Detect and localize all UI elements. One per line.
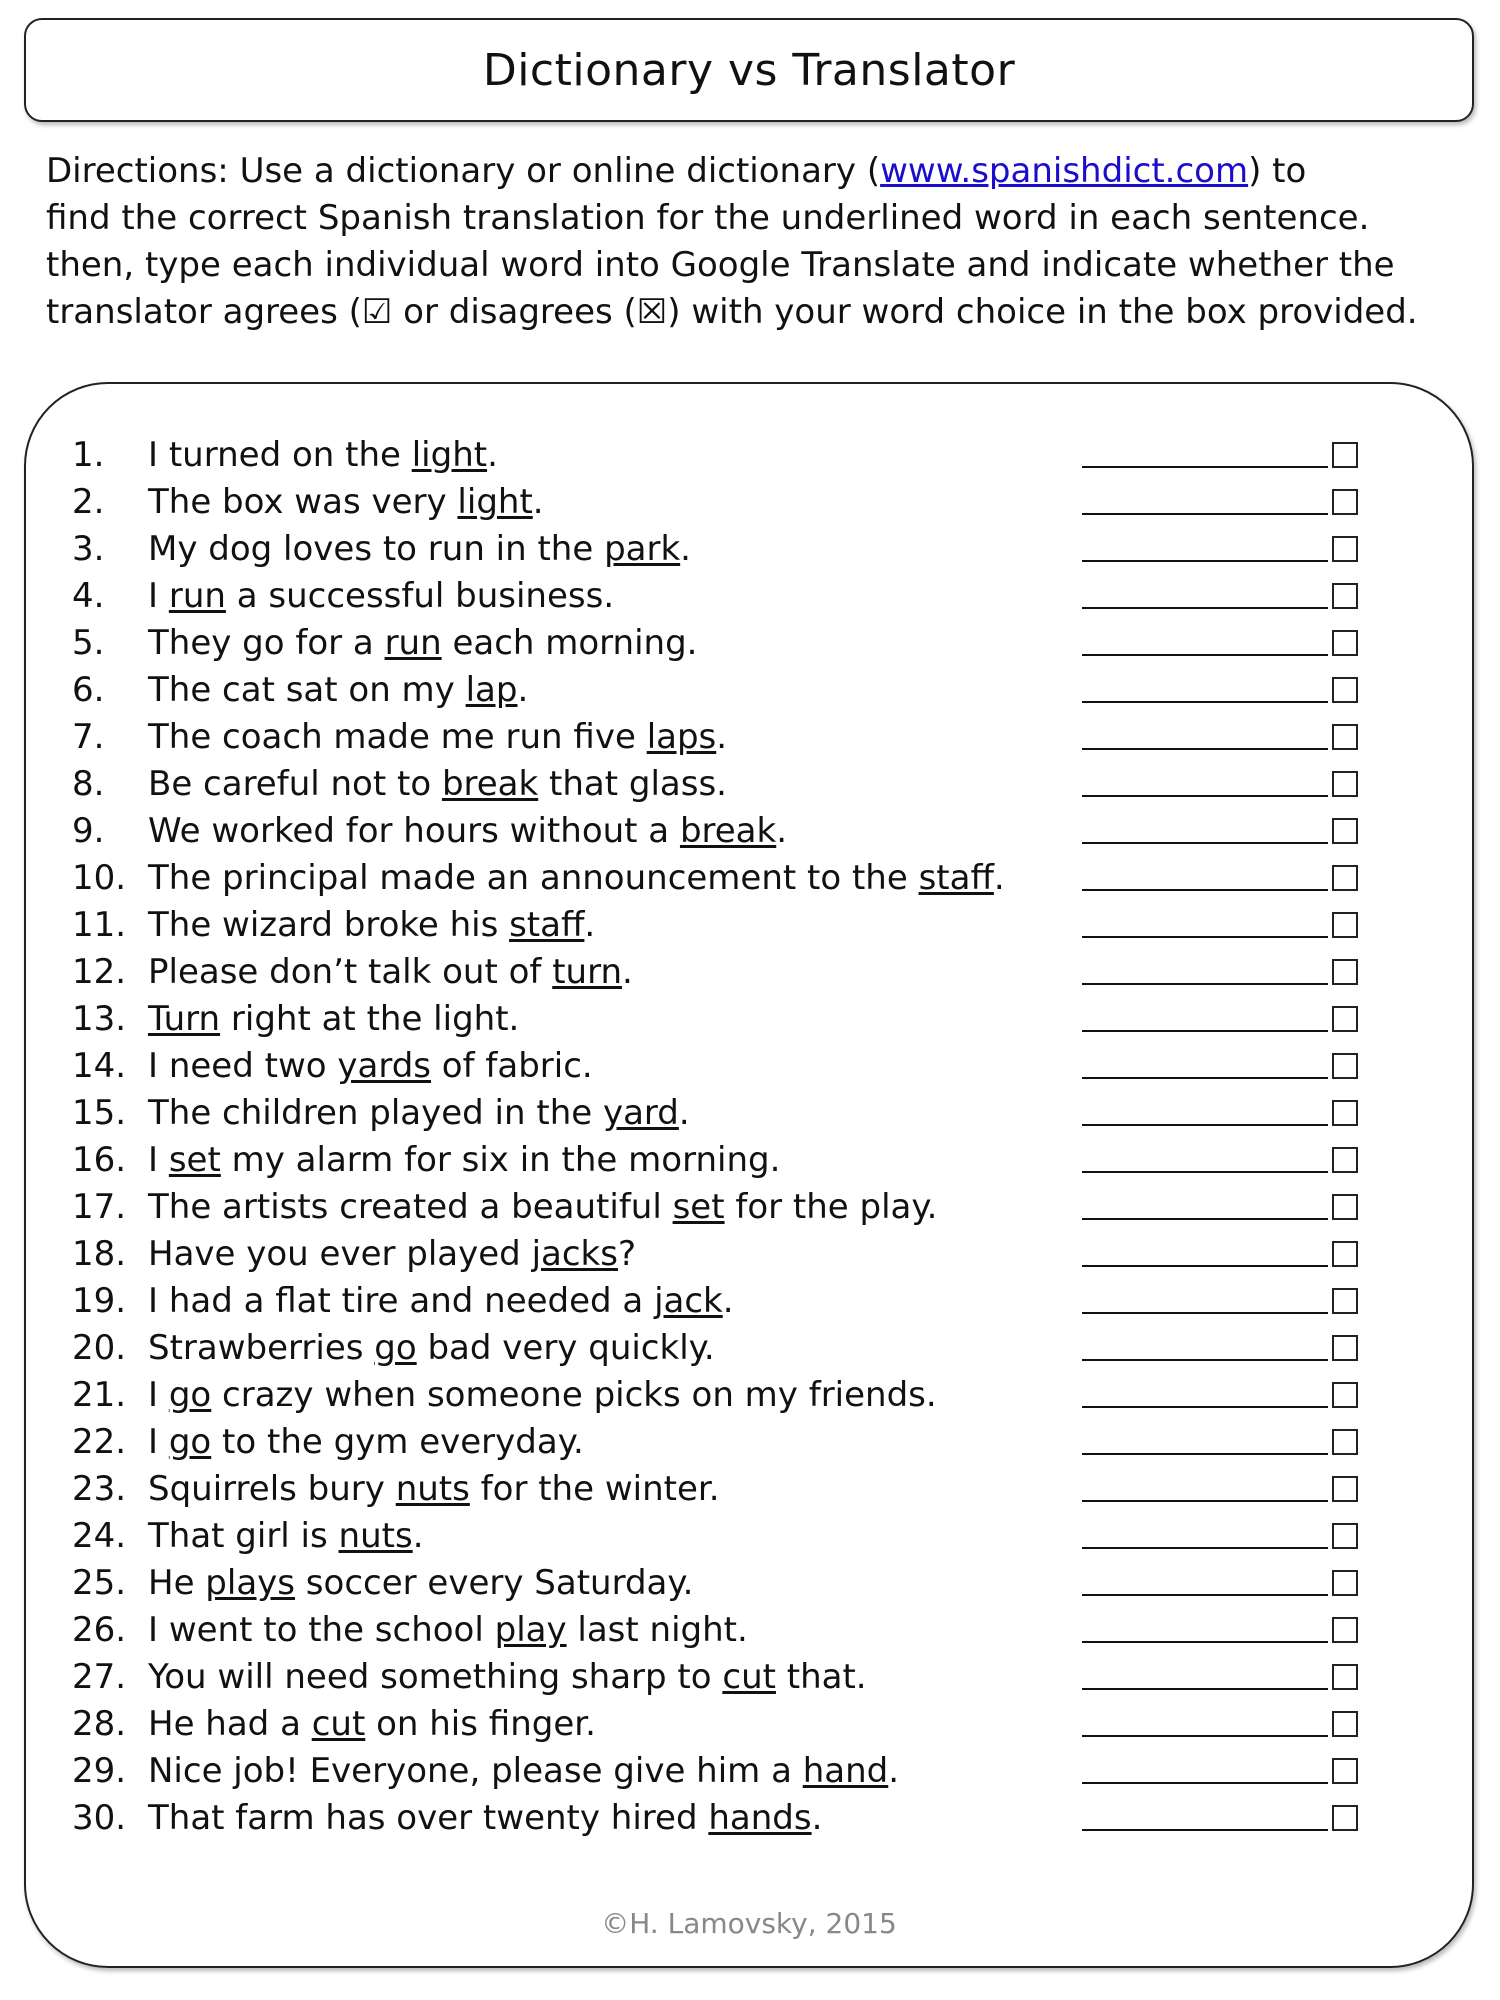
item-number: 1. (72, 435, 105, 475)
item-number: 30. (72, 1798, 127, 1838)
sentence-text: . (722, 1281, 734, 1321)
agree-checkbox[interactable] (1332, 1758, 1358, 1784)
underlined-word: lap (465, 670, 518, 710)
sentence (148, 1701, 596, 1748)
sentence-text: The coach made me run five (148, 717, 647, 757)
list-item (72, 479, 1402, 526)
list-item (72, 902, 1402, 949)
list-item (72, 761, 1402, 808)
answer-blank[interactable] (1082, 1547, 1328, 1549)
list-item (72, 1466, 1402, 1513)
agree-checkbox[interactable] (1332, 583, 1358, 609)
sentence-text: on his finger. (365, 1704, 596, 1744)
list-item (72, 808, 1402, 855)
list-item (72, 1325, 1402, 1372)
underlined-word: run (168, 576, 226, 616)
answer-blank[interactable] (1082, 1359, 1328, 1361)
item-number: 27. (72, 1657, 127, 1697)
agree-checkbox[interactable] (1332, 1570, 1358, 1596)
directions-line-2: find the correct Spanish translation for the underlined word in each sentence. (46, 198, 1370, 238)
underlined-word: play (494, 1610, 567, 1650)
sentence-text: I turned on the (148, 435, 412, 475)
sentence (148, 761, 727, 808)
sentence-text: I (148, 1422, 169, 1462)
sentence-text: to the gym everyday. (211, 1422, 584, 1462)
spanishdict-link[interactable]: www.spanishdict.com (880, 151, 1249, 191)
agree-checkbox[interactable] (1332, 1053, 1358, 1079)
item-number: 4. (72, 576, 105, 616)
item-number: 21. (72, 1375, 127, 1415)
answer-blank[interactable] (1082, 1218, 1328, 1220)
sentence-text: They go for a (148, 623, 385, 663)
sentence-text: of fabric. (431, 1046, 593, 1086)
sentence-text: . (517, 670, 529, 710)
item-number: 12. (72, 952, 127, 992)
sentence-text: . (776, 811, 788, 851)
answer-blank[interactable] (1082, 1500, 1328, 1502)
item-number: 10. (72, 858, 127, 898)
sentence (148, 1513, 424, 1560)
answer-blank[interactable] (1082, 748, 1328, 750)
list-item (72, 1607, 1402, 1654)
item-number: 20. (72, 1328, 127, 1368)
answer-blank[interactable] (1082, 1594, 1328, 1596)
agree-checkbox[interactable] (1332, 1194, 1358, 1220)
answer-blank[interactable] (1082, 1312, 1328, 1314)
agree-checkbox[interactable] (1332, 489, 1358, 515)
sentence (148, 1325, 715, 1372)
underlined-word: jacks (531, 1234, 618, 1274)
sentence-text: That girl is (148, 1516, 339, 1556)
agree-checkbox[interactable] (1332, 818, 1358, 844)
answer-blank[interactable] (1082, 1829, 1328, 1831)
sentence (148, 1137, 780, 1184)
underlined-word: go (168, 1375, 212, 1415)
list-item (72, 1513, 1402, 1560)
sentence-text: I (148, 576, 169, 616)
sentence-text: I need two (148, 1046, 338, 1086)
list-item (72, 1043, 1402, 1090)
sentence-text: right at the light. (220, 999, 520, 1039)
sentence-text: last night. (566, 1610, 748, 1650)
item-number: 9. (72, 811, 105, 851)
sentence-list-box (24, 382, 1474, 1968)
underlined-word: cut (722, 1657, 776, 1697)
sentence-text: Nice job! Everyone, please give him a (148, 1751, 803, 1791)
agree-checkbox[interactable] (1332, 630, 1358, 656)
item-number: 6. (72, 670, 105, 710)
agree-checkbox[interactable] (1332, 1335, 1358, 1361)
sentence-text: each morning. (441, 623, 698, 663)
sentence-text: Squirrels bury (148, 1469, 396, 1509)
sentence-text: The principal made an announcement to the (148, 858, 919, 898)
answer-blank[interactable] (1082, 701, 1328, 703)
sentence-text: . (678, 1093, 690, 1133)
directions-text: ) to (1248, 151, 1307, 191)
sentence (148, 1372, 937, 1419)
page-title: Dictionary vs Translator (482, 44, 1016, 96)
underlined-word: staff (918, 858, 994, 898)
sentence (148, 1466, 720, 1513)
sentence-text: . (680, 529, 691, 569)
sentence-text: The wizard broke his (148, 905, 510, 945)
sentence-text: ? (617, 1234, 636, 1274)
underlined-word: laps (646, 717, 717, 757)
sentence (148, 808, 787, 855)
list-item (72, 526, 1402, 573)
underlined-word: light (411, 435, 488, 475)
sentence (148, 620, 698, 667)
sentence (148, 1419, 584, 1466)
list-item (72, 1231, 1402, 1278)
answer-blank[interactable] (1082, 466, 1328, 468)
list-item (72, 1795, 1402, 1842)
agree-checkbox[interactable] (1332, 1523, 1358, 1549)
sentence-text: . (888, 1751, 900, 1791)
agree-checkbox[interactable] (1332, 1429, 1358, 1455)
list-item (72, 1278, 1402, 1325)
sentence-text: . (412, 1516, 424, 1556)
sentence (148, 1184, 937, 1231)
agree-checkbox[interactable] (1332, 1617, 1358, 1643)
sentence (148, 479, 544, 526)
underlined-word: go (168, 1422, 212, 1462)
directions (46, 148, 1486, 336)
underlined-word: go (374, 1328, 417, 1368)
sentence-text: bad very quickly. (416, 1328, 715, 1368)
copyright-footer: ©H. Lamovsky, 2015 (601, 1907, 897, 1940)
sentence-text: My dog loves to run in the (148, 529, 605, 569)
sentence-text: . (584, 905, 596, 945)
answer-blank[interactable] (1082, 1688, 1328, 1690)
item-number: 11. (72, 905, 127, 945)
underlined-word: light (457, 482, 533, 522)
sentence (148, 667, 528, 714)
sentence-text: Please don’t talk out of (148, 952, 553, 992)
sentence-text: that glass. (538, 764, 727, 804)
underlined-word: Turn (148, 999, 221, 1039)
sentence-text: We worked for hours without a (148, 811, 680, 851)
item-number: 14. (72, 1046, 127, 1086)
sentence-text: The artists created a beautiful (148, 1187, 673, 1227)
sentence-text: . (487, 435, 498, 475)
agree-checkbox[interactable] (1332, 677, 1358, 703)
sentence-text: . (811, 1798, 823, 1838)
answer-blank[interactable] (1082, 1265, 1328, 1267)
underlined-word: turn (552, 952, 623, 992)
answer-blank[interactable] (1082, 889, 1328, 891)
sentence-text: The box was very (148, 482, 458, 522)
answer-blank[interactable] (1082, 1030, 1328, 1032)
underlined-word: cut (311, 1704, 366, 1744)
sentence (148, 1607, 748, 1654)
sentence (148, 1748, 899, 1795)
sentence-text: . (622, 952, 633, 992)
item-number: 24. (72, 1516, 127, 1556)
underlined-word: hand (802, 1751, 889, 1791)
sentence (148, 1231, 636, 1278)
underlined-word: plays (205, 1563, 295, 1603)
answer-blank[interactable] (1082, 1782, 1328, 1784)
agree-checkbox[interactable] (1332, 536, 1358, 562)
agree-checkbox[interactable] (1332, 1382, 1358, 1408)
sentence (148, 526, 691, 573)
sentence-text: I went to the school (148, 1610, 495, 1650)
underlined-word: yards (337, 1046, 431, 1086)
sentence-text: The cat sat on my (148, 670, 466, 710)
title-box (24, 18, 1474, 122)
sentence (148, 1090, 690, 1137)
agree-checkbox[interactable] (1332, 1100, 1358, 1126)
answer-blank[interactable] (1082, 654, 1328, 656)
item-number: 8. (72, 764, 105, 804)
underlined-word: break (441, 764, 539, 804)
list-item (72, 855, 1402, 902)
answer-blank[interactable] (1082, 607, 1328, 609)
agree-checkbox[interactable] (1332, 771, 1358, 797)
list-item (72, 1372, 1402, 1419)
sentence-text: soccer every Saturday. (295, 1563, 694, 1603)
sentence-text: He had a (148, 1704, 312, 1744)
list-item (72, 714, 1402, 761)
sentence-text: . (993, 858, 1005, 898)
underlined-word: jack (654, 1281, 723, 1321)
disagree-checkbox-icon: ☒ (636, 292, 668, 332)
answer-blank[interactable] (1082, 513, 1328, 515)
underlined-word: yard (602, 1093, 679, 1133)
directions-line-1 (46, 148, 1486, 195)
item-number: 5. (72, 623, 105, 663)
underlined-word: set (672, 1187, 725, 1227)
agree-checkbox[interactable] (1332, 724, 1358, 750)
sentence-text: He (148, 1563, 206, 1603)
sentence-text: I (148, 1140, 169, 1180)
directions-text: translator agrees ( (46, 292, 362, 332)
list-item (72, 1419, 1402, 1466)
list-item (72, 1748, 1402, 1795)
item-number: 26. (72, 1610, 127, 1650)
item-number: 15. (72, 1093, 127, 1133)
directions-line-3: then, type each individual word into Google Translate and indicate whether the (46, 245, 1395, 285)
agree-checkbox-icon: ☑ (361, 292, 393, 332)
sentence (148, 1043, 593, 1090)
list-item (72, 1184, 1402, 1231)
item-number: 16. (72, 1140, 127, 1180)
sentence-text: for the play. (724, 1187, 938, 1227)
list-item (72, 949, 1402, 996)
sentence-text: I (148, 1375, 169, 1415)
item-number: 2. (72, 482, 105, 522)
list-item (72, 432, 1402, 479)
underlined-word: nuts (395, 1469, 470, 1509)
sentence-text: I had a flat tire and needed a (148, 1281, 655, 1321)
sentence-text: crazy when someone picks on my friends. (211, 1375, 937, 1415)
agree-checkbox[interactable] (1332, 1241, 1358, 1267)
item-number: 28. (72, 1704, 127, 1744)
answer-blank[interactable] (1082, 1077, 1328, 1079)
agree-checkbox[interactable] (1332, 959, 1358, 985)
agree-checkbox[interactable] (1332, 1147, 1358, 1173)
underlined-word: staff (509, 905, 585, 945)
sentence-text: That farm has over twenty hired (148, 1798, 709, 1838)
sentence-text: my alarm for six in the morning. (220, 1140, 781, 1180)
agree-checkbox[interactable] (1332, 442, 1358, 468)
sentence (148, 996, 519, 1043)
answer-blank[interactable] (1082, 1735, 1328, 1737)
answer-blank[interactable] (1082, 1124, 1328, 1126)
list-item (72, 1137, 1402, 1184)
agree-checkbox[interactable] (1332, 1006, 1358, 1032)
directions-text: Directions: Use a dictionary or online dictionary ( (46, 151, 881, 191)
sentence-text: . (716, 717, 728, 757)
sentence (148, 1278, 734, 1325)
list-item (72, 1701, 1402, 1748)
list-item (72, 996, 1402, 1043)
underlined-word: nuts (338, 1516, 413, 1556)
answer-blank[interactable] (1082, 1406, 1328, 1408)
sentence (148, 714, 727, 761)
item-number: 3. (72, 529, 105, 569)
item-number: 7. (72, 717, 105, 757)
item-number: 18. (72, 1234, 127, 1274)
sentence (148, 1560, 693, 1607)
sentence-text: You will need something sharp to (148, 1657, 723, 1697)
sentence-text: Strawberries (148, 1328, 375, 1368)
sentence (148, 902, 595, 949)
agree-checkbox[interactable] (1332, 1476, 1358, 1502)
list-item (72, 1090, 1402, 1137)
answer-blank[interactable] (1082, 936, 1328, 938)
sentence-text: a successful business. (225, 576, 615, 616)
sentence (148, 1795, 822, 1842)
sentence-text: . (532, 482, 544, 522)
agree-checkbox[interactable] (1332, 1711, 1358, 1737)
underlined-word: set (168, 1140, 221, 1180)
item-number: 25. (72, 1563, 127, 1603)
sentence (148, 1654, 867, 1701)
list-item (72, 667, 1402, 714)
sentence (148, 949, 633, 996)
underlined-word: run (384, 623, 442, 663)
sentence-list (72, 432, 1402, 1842)
item-number: 19. (72, 1281, 127, 1321)
sentence-text: The children played in the (148, 1093, 603, 1133)
answer-blank[interactable] (1082, 842, 1328, 844)
sentence (148, 855, 1005, 902)
item-number: 23. (72, 1469, 127, 1509)
sentence-text: that. (775, 1657, 867, 1697)
underlined-word: park (604, 529, 681, 569)
agree-checkbox[interactable] (1332, 1805, 1358, 1831)
agree-checkbox[interactable] (1332, 1664, 1358, 1690)
sentence (148, 432, 498, 479)
list-item (72, 1654, 1402, 1701)
item-number: 22. (72, 1422, 127, 1462)
underlined-word: hands (708, 1798, 812, 1838)
agree-checkbox[interactable] (1332, 912, 1358, 938)
directions-line-4 (46, 289, 1486, 336)
answer-blank[interactable] (1082, 1171, 1328, 1173)
list-item (72, 1560, 1402, 1607)
answer-blank[interactable] (1082, 983, 1328, 985)
answer-blank[interactable] (1082, 1641, 1328, 1643)
underlined-word: break (679, 811, 777, 851)
directions-text: or disagrees ( (392, 292, 637, 332)
item-number: 29. (72, 1751, 127, 1791)
sentence-text: Be careful not to (148, 764, 442, 804)
item-number: 17. (72, 1187, 127, 1227)
item-number: 13. (72, 999, 127, 1039)
agree-checkbox[interactable] (1332, 865, 1358, 891)
answer-blank[interactable] (1082, 1453, 1328, 1455)
answer-blank[interactable] (1082, 795, 1328, 797)
agree-checkbox[interactable] (1332, 1288, 1358, 1314)
sentence-text: Have you ever played (148, 1234, 532, 1274)
directions-text: ) with your word choice in the box provided. (667, 292, 1418, 332)
list-item (72, 573, 1402, 620)
sentence (148, 573, 614, 620)
list-item (72, 620, 1402, 667)
sentence-text: for the winter. (469, 1469, 720, 1509)
answer-blank[interactable] (1082, 560, 1328, 562)
